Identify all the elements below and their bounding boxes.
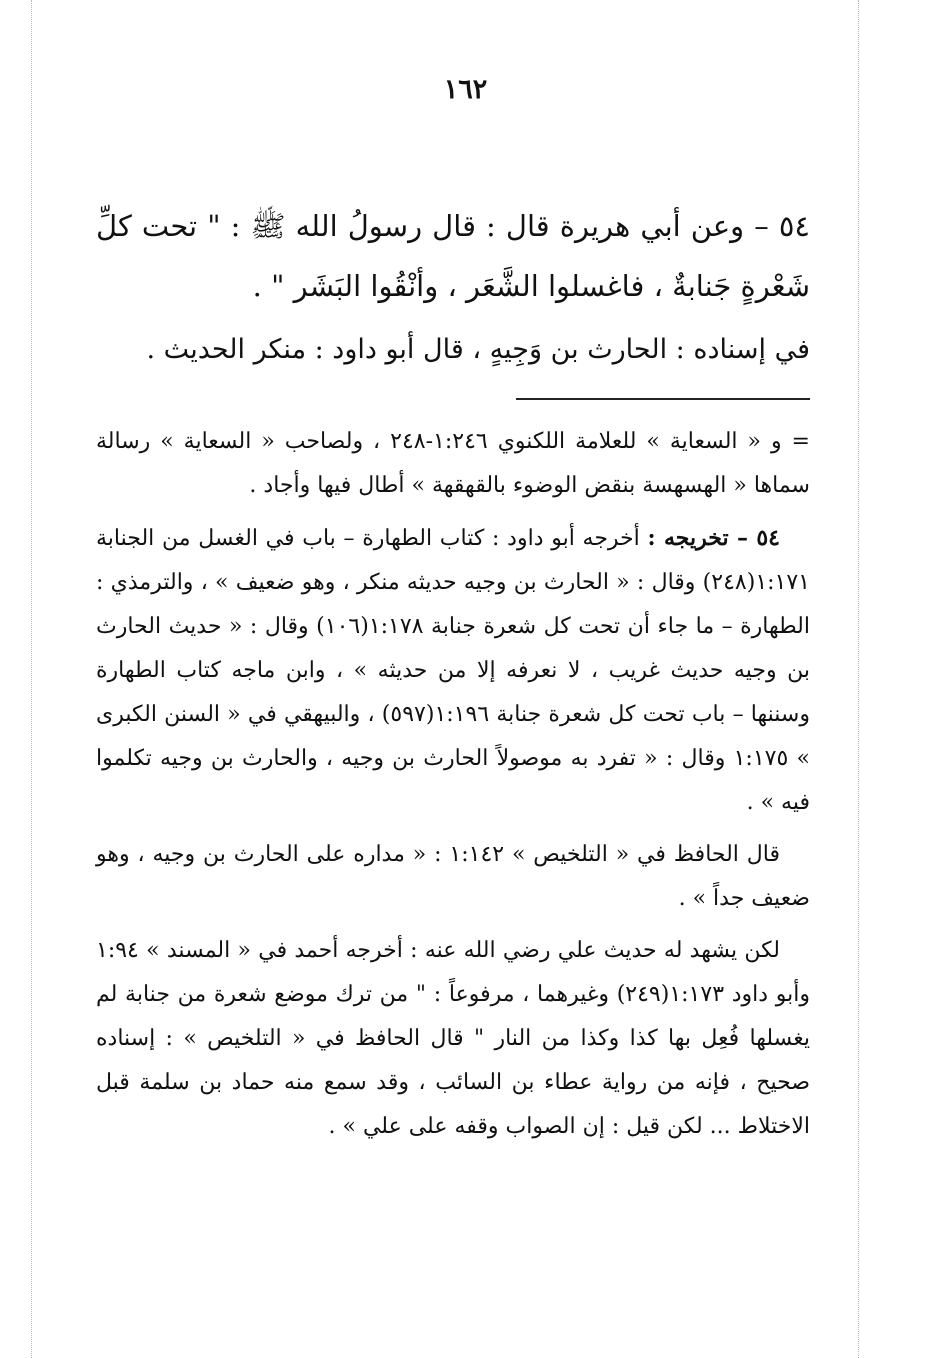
takhrij-text: أخرجه أبو داود : كتاب الطهارة – باب في الغسل من الجنابة ١:١٧١(٢٤٨) وقال : « الحارث بن وجيه حديثه منكر ، وهو ضعيف » ، والترمذي : الطهارة – ما جاء أن تحت كل شعرة جنابة ١:١٧٨(١٠٦) وقال : « حديث الحارث بن وجيه حديث غريب ، لا نعرفه إلا من حديثه » ، وابن ماجه كتاب الطهارة وسننها – باب تحت كل شعرة جنابة ١:١٩٦(٥٩٧) ، والبيهقي في « السنن الكبرى » ١:١٧٥ وقال : « تفرد به موصولاً الحارث بن وجيه ، والحارث بن وجيه تكلموا فيه » . bbox=[96, 526, 811, 815]
footnote-continuation: = و « السعاية » للعلامة اللكنوي ١:٢٤٦-٢٤٨ ، ولصاحب « السعاية » رسالة سماها « الهسهسة بنقض الوضوء بالقهقهة » أطال فيها وأجاد . bbox=[96, 429, 810, 498]
isnad-note: في إسناده : الحارث بن وَجِيهٍ ، قال أبو داود : منكر الحديث . bbox=[146, 334, 810, 365]
footnote-takhrij bbox=[96, 516, 810, 825]
hadith-text: ٥٤ – وعن أبي هريرة قال : قال رسولُ الله ﷺ : " تحت كلِّ شَعْرةٍ جَنابةٌ ، فاغسلوا الشَّعَر ، وأنْقُوا البَشَر " . bbox=[96, 209, 810, 303]
scan-dotted-line-left bbox=[31, 0, 32, 1358]
footnote-separator bbox=[516, 398, 810, 400]
page-number: ١٦٢ bbox=[443, 74, 488, 105]
takhrij-label: ٥٤ – تخريجه : bbox=[647, 525, 780, 551]
footnote-hafiz: قال الحافظ في « التلخيص » ١:١٤٢ : « مداره على الحارث بن وجيه ، وهو ضعيف جداً » . bbox=[96, 842, 810, 911]
footnotes-block bbox=[96, 420, 810, 1157]
footnote-shahid: لكن يشهد له حديث علي رضي الله عنه : أخرجه أحمد في « المسند » ١:٩٤ وأبو داود ١:١٧٣(٢٤٩) وغيرهما ، مرفوعاً : " من ترك موضع شعرة من جنابة لم يغسلها فُعِل بها كذا وكذا من النار " قال الحافظ في « التلخيص » : إسناده صحيح ، فإنه من رواية عطاء بن السائب ، وقد سمع منه حماد بن سلمة قبل الاختلاط ... لكن قيل : إن الصواب وقفه على علي » . bbox=[96, 938, 811, 1139]
hadith-block bbox=[96, 196, 810, 380]
scan-dotted-line-right bbox=[858, 0, 859, 1358]
